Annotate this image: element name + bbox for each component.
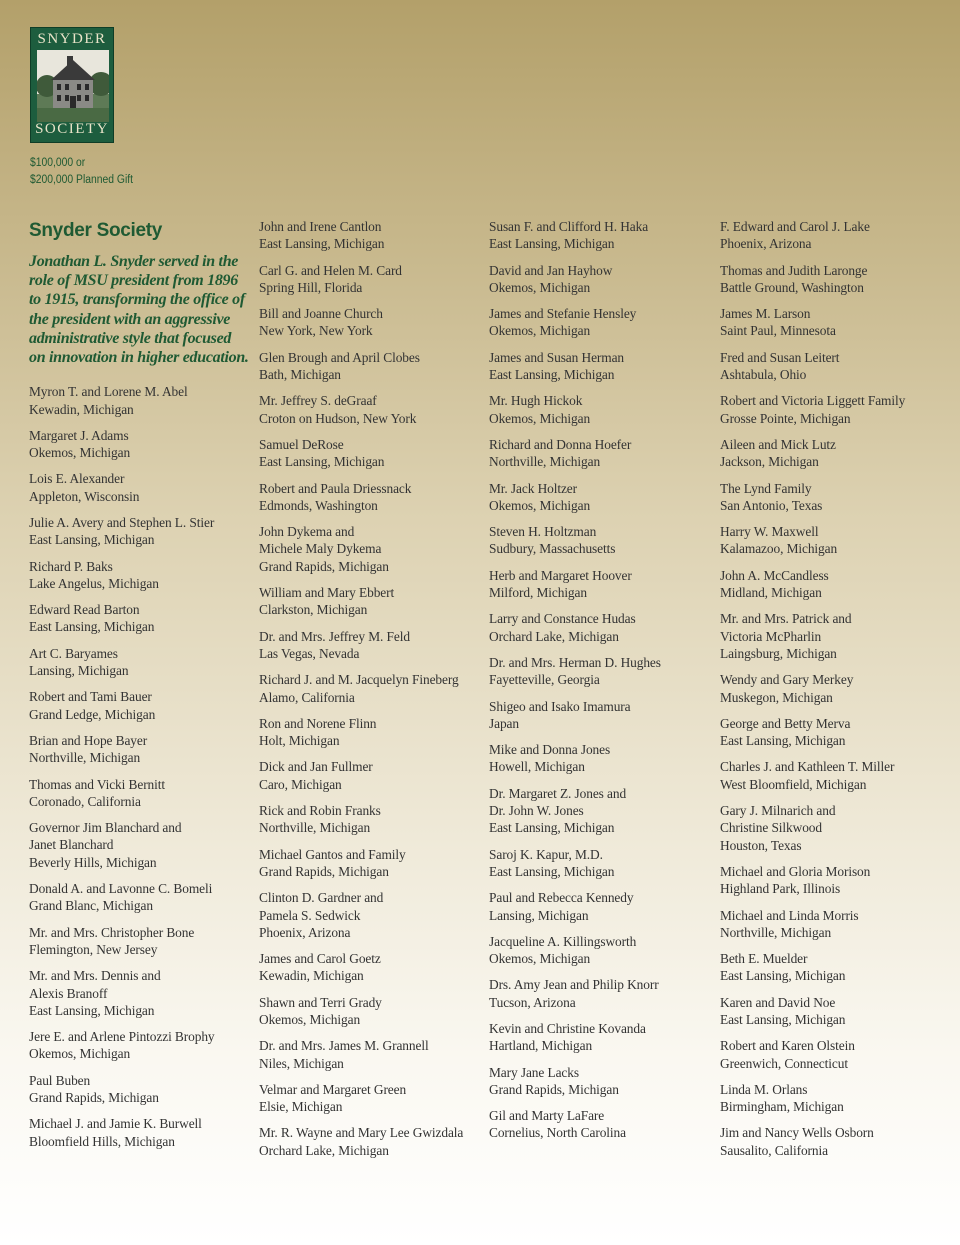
donor-entry <box>720 950 955 985</box>
donor-entry <box>489 262 709 297</box>
donor-location: Coronado, California <box>29 793 141 809</box>
donor-entry <box>489 218 709 253</box>
donor-location: Lansing, Michigan <box>489 907 589 923</box>
donor-name: Dr. and Mrs. Jeffrey M. Feld <box>259 628 410 644</box>
donor-name: The Lynd Family <box>720 480 812 496</box>
donor-name: Richard and Donna Hoefer <box>489 436 632 452</box>
donor-name: Herb and Margaret Hoover <box>489 567 632 583</box>
donor-entry <box>720 392 955 427</box>
donor-location: Jackson, Michigan <box>720 454 819 470</box>
donor-name: Michele Maly Dykema <box>259 541 382 557</box>
donor-location: Okemos, Michigan <box>259 1011 361 1027</box>
donor-entry <box>720 610 955 662</box>
donor-entry <box>720 480 955 515</box>
donor-name: Robert and Victoria Liggett Family <box>720 393 906 409</box>
donor-name: Velmar and Margaret Green <box>259 1081 407 1097</box>
donor-name: Dr. John W. Jones <box>489 803 584 819</box>
donor-name: Janet Blanchard <box>29 837 114 853</box>
donor-name: Susan F. and Clifford H. Haka <box>489 219 649 234</box>
donor-entry <box>259 218 479 253</box>
gift-level-line1: $100,000 or <box>30 157 86 169</box>
donor-location: Orchard Lake, Michigan <box>259 1142 389 1158</box>
donor-name: James M. Larson <box>720 306 811 322</box>
logo-bottom-text: SOCIETY <box>35 121 109 137</box>
donor-location: Okemos, Michigan <box>489 279 591 295</box>
donor-entry <box>259 584 479 619</box>
donor-entry <box>489 741 709 776</box>
donor-entry <box>29 514 249 549</box>
donor-name: James and Susan Herman <box>489 349 625 365</box>
donor-entry <box>489 1020 709 1055</box>
donor-location: Okemos, Michigan <box>489 410 591 426</box>
donor-name: Shigeo and Isako Imamura <box>489 698 631 714</box>
donor-name: Richard P. Baks <box>29 558 113 574</box>
donor-name: Mr. and Mrs. Patrick and <box>720 611 852 627</box>
donor-location: Beverly Hills, Michigan <box>29 854 157 870</box>
donor-name: Michael and Gloria Morison <box>720 863 871 879</box>
donor-location: Flemington, New Jersey <box>29 941 158 957</box>
donor-entry <box>489 785 709 837</box>
donor-entry <box>259 480 479 515</box>
donor-column-2 <box>259 218 479 1168</box>
donor-name: William and Mary Ebbert <box>259 585 395 601</box>
donor-name: Kevin and Christine Kovanda <box>489 1020 646 1036</box>
donor-name: Richard J. and M. Jacquelyn Fineberg <box>259 672 459 688</box>
donor-name: Pamela S. Sedwick <box>259 907 361 923</box>
donor-location: Lansing, Michigan <box>29 663 129 679</box>
donor-entry <box>720 436 955 471</box>
donor-name: Paul Buben <box>29 1072 91 1088</box>
donor-name: Jacqueline A. Killingsworth <box>489 933 637 949</box>
donor-entry <box>259 950 479 985</box>
donor-name: Mr. Jeffrey S. deGraaf <box>259 393 377 409</box>
donor-location: East Lansing, Michigan <box>29 619 155 635</box>
donor-name: Saroj K. Kapur, M.D. <box>489 846 603 862</box>
donor-entry <box>720 305 955 340</box>
donor-entry <box>259 436 479 471</box>
donor-name: Donald A. and Lavonne C. Bomeli <box>29 881 213 897</box>
donor-entry <box>489 846 709 881</box>
donor-name: Wendy and Gary Merkey <box>720 672 854 688</box>
donor-entry <box>720 1037 955 1072</box>
donor-list <box>259 218 479 1159</box>
donor-name: Mike and Donna Jones <box>489 742 611 758</box>
donor-location: New York, New York <box>259 323 373 339</box>
donor-entry <box>720 802 955 854</box>
donor-location: Grand Rapids, Michigan <box>259 863 389 879</box>
donor-location: Battle Ground, Washington <box>720 279 864 295</box>
donor-location: Hartland, Michigan <box>489 1038 593 1054</box>
donor-name: Jim and Nancy Wells Osborn <box>720 1125 874 1141</box>
donor-location: Japan <box>489 715 519 731</box>
donor-location: Elsie, Michigan <box>259 1099 343 1115</box>
donor-name: Alexis Branoff <box>29 985 108 1001</box>
donor-name: Art C. Baryames <box>29 645 118 661</box>
donor-location: Northville, Michigan <box>489 454 601 470</box>
donor-location: Appleton, Wisconsin <box>29 488 140 504</box>
donor-column-3 <box>489 218 709 1151</box>
donor-location: Croton on Hudson, New York <box>259 410 417 426</box>
donor-entry <box>720 567 955 602</box>
donor-location: East Lansing, Michigan <box>489 820 615 836</box>
donor-name: Myron T. and Lorene M. Abel <box>29 384 188 400</box>
donor-location: Phoenix, Arizona <box>720 236 812 252</box>
donor-location: Alamo, California <box>259 689 355 705</box>
donor-entry <box>259 802 479 837</box>
donor-location: Spring Hill, Florida <box>259 279 363 295</box>
donor-entry <box>29 688 249 723</box>
donor-entry <box>29 967 249 1019</box>
donor-location: East Lansing, Michigan <box>29 1002 155 1018</box>
donor-location: Clarkston, Michigan <box>259 602 368 618</box>
donor-entry <box>259 628 479 663</box>
donor-name: John A. McCandless <box>720 567 829 583</box>
donor-location: East Lansing, Michigan <box>489 863 615 879</box>
donor-location: East Lansing, Michigan <box>720 733 846 749</box>
donor-entry <box>29 1028 249 1063</box>
donor-name: Larry and Constance Hudas <box>489 611 636 627</box>
donor-entry <box>29 732 249 767</box>
donor-entry <box>259 715 479 750</box>
donor-name: Governor Jim Blanchard and <box>29 820 182 836</box>
donor-name: John and Irene Cantlon <box>259 219 382 234</box>
donor-entry <box>489 933 709 968</box>
donor-entry <box>29 427 249 462</box>
donor-name: Michael and Linda Morris <box>720 907 859 923</box>
donor-name: Bill and Joanne Church <box>259 306 383 322</box>
donor-name: George and Betty Merva <box>720 715 851 731</box>
donor-entry <box>720 907 955 942</box>
donor-entry <box>259 262 479 297</box>
donor-location: Phoenix, Arizona <box>259 924 351 940</box>
donor-location: Tucson, Arizona <box>489 994 576 1010</box>
donor-location: East Lansing, Michigan <box>29 532 155 548</box>
donor-entry <box>29 1115 249 1150</box>
donor-location: Laingsburg, Michigan <box>720 645 837 661</box>
donor-entry <box>29 470 249 505</box>
donor-entry <box>489 436 709 471</box>
donor-entry <box>29 383 249 418</box>
donor-location: Okemos, Michigan <box>29 1046 131 1062</box>
donor-location: East Lansing, Michigan <box>259 454 385 470</box>
donor-location: Cornelius, North Carolina <box>489 1125 626 1141</box>
donor-location: Grand Ledge, Michigan <box>29 706 156 722</box>
donor-location: Lake Angelus, Michigan <box>29 575 159 591</box>
donor-entry <box>259 523 479 575</box>
donor-list <box>29 383 249 1150</box>
donor-entry <box>29 601 249 636</box>
donor-location: Greenwich, Connecticut <box>720 1055 848 1071</box>
donor-name: Gil and Marty LaFare <box>489 1108 605 1124</box>
snyder-society-logo <box>30 27 114 143</box>
donor-entry <box>259 305 479 340</box>
donor-name: Thomas and Vicki Bernitt <box>29 776 166 792</box>
donor-name: Samuel DeRose <box>259 436 344 452</box>
donor-location: Kewadin, Michigan <box>29 401 134 417</box>
donor-name: Mr. R. Wayne and Mary Lee Gwizdala <box>259 1125 464 1141</box>
donor-name: Shawn and Terri Grady <box>259 994 382 1010</box>
donor-name: Harry W. Maxwell <box>720 524 819 540</box>
donor-location: Milford, Michigan <box>489 585 587 601</box>
donor-name: Paul and Rebecca Kennedy <box>489 890 634 906</box>
donor-location: Kalamazoo, Michigan <box>720 541 838 557</box>
donor-name: Thomas and Judith Laronge <box>720 262 868 278</box>
donor-entry <box>29 880 249 915</box>
donor-entry <box>259 758 479 793</box>
donor-location: San Antonio, Texas <box>720 497 823 513</box>
donor-entry <box>720 262 955 297</box>
donor-name: Dr. and Mrs. James M. Grannell <box>259 1038 429 1054</box>
donor-entry <box>489 567 709 602</box>
gift-level-line2: $200,000 Planned Gift <box>30 174 134 186</box>
donor-name: Christine Silkwood <box>720 820 822 836</box>
donor-name: Michael Gantos and Family <box>259 846 406 862</box>
donor-entry <box>259 1124 479 1159</box>
donor-name: Lois E. Alexander <box>29 471 125 487</box>
donor-name: Beth E. Muelder <box>720 951 808 967</box>
donor-location: Fayetteville, Georgia <box>489 672 600 688</box>
donor-name: James and Stefanie Hensley <box>489 306 637 322</box>
donor-name: Robert and Tami Bauer <box>29 689 152 705</box>
donor-name: Michael J. and Jamie K. Burwell <box>29 1116 202 1132</box>
donor-name: Mr. and Mrs. Christopher Bone <box>29 924 195 940</box>
donor-location: Bloomfield Hills, Michigan <box>29 1133 175 1149</box>
donor-entry <box>489 610 709 645</box>
donor-entry <box>720 758 955 793</box>
donor-name: Gary J. Milnarich and <box>720 803 836 819</box>
donor-location: Bath, Michigan <box>259 367 341 383</box>
donor-location: Northville, Michigan <box>720 924 832 940</box>
donor-location: Grosse Pointe, Michigan <box>720 410 851 426</box>
donor-list <box>489 218 709 1142</box>
logo-top-text: SNYDER <box>37 31 107 47</box>
donor-name: Fred and Susan Leitert <box>720 349 840 365</box>
donor-name: John Dykema and <box>259 524 355 540</box>
donor-location: East Lansing, Michigan <box>489 367 615 383</box>
donor-location: Niles, Michigan <box>259 1055 344 1071</box>
donor-name: Dick and Jan Fullmer <box>259 759 373 775</box>
donor-location: West Bloomfield, Michigan <box>720 776 867 792</box>
donor-location: Orchard Lake, Michigan <box>489 628 619 644</box>
donor-entry <box>489 889 709 924</box>
donor-entry <box>259 349 479 384</box>
donor-location: Grand Rapids, Michigan <box>29 1090 159 1106</box>
donor-entry <box>259 1081 479 1116</box>
donor-entry <box>29 645 249 680</box>
donor-location: Highland Park, Illinois <box>720 881 841 897</box>
donor-name: Ron and Norene Flinn <box>259 715 377 731</box>
donor-location: Grand Blanc, Michigan <box>29 898 153 914</box>
donor-name: Glen Brough and April Clobes <box>259 349 420 365</box>
donor-location: Okemos, Michigan <box>489 497 591 513</box>
donor-name: Dr. Margaret Z. Jones and <box>489 785 627 801</box>
donor-name: Rick and Robin Franks <box>259 803 381 819</box>
donor-name: Robert and Paula Driessnack <box>259 480 412 496</box>
donor-location: Las Vegas, Nevada <box>259 645 360 661</box>
donor-location: Saint Paul, Minnesota <box>720 323 836 339</box>
donor-name: Linda M. Orlans <box>720 1081 808 1097</box>
donor-location: Midland, Michigan <box>720 585 822 601</box>
hall-building-icon <box>37 50 109 122</box>
donor-location: Northville, Michigan <box>29 750 141 766</box>
donor-entry <box>489 349 709 384</box>
donor-name: Margaret J. Adams <box>29 427 129 443</box>
donor-column-1 <box>29 218 249 1159</box>
donor-name: Dr. and Mrs. Herman D. Hughes <box>489 654 661 670</box>
donor-name: Julie A. Avery and Stephen L. Stier <box>29 515 215 530</box>
donor-location: Houston, Texas <box>720 837 802 853</box>
donor-location: Muskegon, Michigan <box>720 689 833 705</box>
donor-name: Drs. Amy Jean and Philip Knorr <box>489 977 659 993</box>
donor-entry <box>720 715 955 750</box>
donor-entry <box>489 480 709 515</box>
donor-entry <box>489 976 709 1011</box>
donor-location: East Lansing, Michigan <box>720 1011 846 1027</box>
donor-location: Northville, Michigan <box>259 820 371 836</box>
donor-name: Mr. Hugh Hickok <box>489 393 583 409</box>
donor-name: Charles J. and Kathleen T. Miller <box>720 759 895 775</box>
donor-entry <box>720 671 955 706</box>
donor-name: Victoria McPharlin <box>720 628 822 644</box>
section-heading: Snyder Society <box>29 220 163 241</box>
donor-name: Carl G. and Helen M. Card <box>259 262 402 278</box>
donor-name: Clinton D. Gardner and <box>259 890 384 906</box>
donor-name: David and Jan Hayhow <box>489 262 613 278</box>
donor-name: Mary Jane Lacks <box>489 1064 579 1080</box>
donor-name: Jere E. and Arlene Pintozzi Brophy <box>29 1029 215 1045</box>
donor-entry <box>259 846 479 881</box>
donor-location: Grand Rapids, Michigan <box>489 1081 619 1097</box>
donor-location: Okemos, Michigan <box>29 445 131 461</box>
donor-location: Caro, Michigan <box>259 776 342 792</box>
donor-location: Birmingham, Michigan <box>720 1099 844 1115</box>
donor-entry <box>489 523 709 558</box>
donor-location: Okemos, Michigan <box>489 951 591 967</box>
donor-entry <box>720 994 955 1029</box>
donor-name: James and Carol Goetz <box>259 951 381 967</box>
donor-entry <box>259 671 479 706</box>
section-intro: Jonathan L. Snyder served in the role of MSU president from 1896 to 1915, transforming the office of the president with an aggressive administrative style that focused on innovation in higher education. <box>29 253 249 367</box>
donor-entry <box>489 392 709 427</box>
donor-location: Kewadin, Michigan <box>259 968 364 984</box>
donor-entry <box>29 776 249 811</box>
donor-entry <box>489 698 709 733</box>
donor-location: East Lansing, Michigan <box>259 236 385 252</box>
donor-location: Ashtabula, Ohio <box>720 367 807 383</box>
donor-location: Grand Rapids, Michigan <box>259 558 389 574</box>
donor-entry <box>720 523 955 558</box>
donor-entry <box>489 1064 709 1099</box>
donor-location: Holt, Michigan <box>259 733 340 749</box>
donor-entry <box>259 994 479 1029</box>
donor-list <box>720 218 955 1159</box>
donor-name: Karen and David Noe <box>720 994 836 1010</box>
donor-name: Aileen and Mick Lutz <box>720 436 836 452</box>
donor-location: Sausalito, California <box>720 1142 828 1158</box>
donor-entry <box>720 349 955 384</box>
donor-name: Steven H. Holtzman <box>489 524 597 540</box>
donor-entry <box>29 924 249 959</box>
donor-column-4 <box>720 218 955 1168</box>
donor-location: East Lansing, Michigan <box>720 968 846 984</box>
donor-entry <box>259 392 479 427</box>
donor-entry <box>720 218 955 253</box>
donor-entry <box>29 1072 249 1107</box>
donor-entry <box>489 654 709 689</box>
donor-name: Edward Read Barton <box>29 602 140 618</box>
donor-location: East Lansing, Michigan <box>489 236 615 252</box>
donor-name: Mr. and Mrs. Dennis and <box>29 968 161 984</box>
donor-entry <box>29 558 249 593</box>
donor-entry <box>29 819 249 871</box>
donor-entry <box>720 1124 955 1159</box>
donor-name: Brian and Hope Bayer <box>29 732 148 748</box>
donor-entry <box>489 1107 709 1142</box>
donor-location: Sudbury, Massachusetts <box>489 541 616 557</box>
donor-entry <box>259 889 479 941</box>
donor-name: Robert and Karen Olstein <box>720 1038 855 1054</box>
donor-entry <box>489 305 709 340</box>
donor-entry <box>720 863 955 898</box>
donor-location: Howell, Michigan <box>489 759 585 775</box>
donor-name: F. Edward and Carol J. Lake <box>720 219 870 234</box>
donor-location: Edmonds, Washington <box>259 497 378 513</box>
donor-name: Mr. Jack Holtzer <box>489 480 578 496</box>
gift-level-label <box>30 155 133 189</box>
donor-entry <box>259 1037 479 1072</box>
donor-location: Okemos, Michigan <box>489 323 591 339</box>
donor-entry <box>720 1081 955 1116</box>
